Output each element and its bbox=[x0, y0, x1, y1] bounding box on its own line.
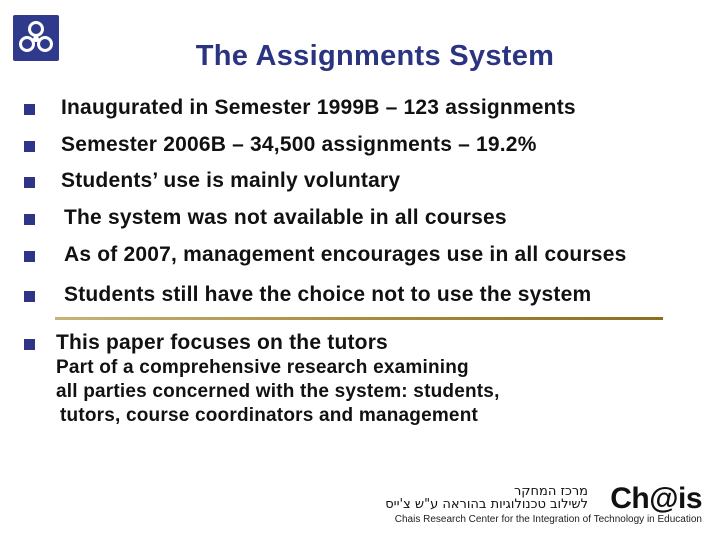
footer-brand: Ch@is bbox=[610, 482, 702, 515]
bullet-square-icon bbox=[24, 291, 35, 302]
focus-line: all parties concerned with the system: students, bbox=[56, 381, 500, 402]
focus-line: tutors, course coordinators and management bbox=[60, 405, 479, 426]
bullet-text: Students’ use is mainly voluntary bbox=[61, 169, 401, 192]
footer-hebrew-line1: מרכז המחקר bbox=[513, 484, 588, 499]
bullet-text: As of 2007, management encourages use in all courses bbox=[64, 243, 627, 266]
footer-hebrew-line2: לשילוב טכנולוגיות בהוראה ע"ש צ'ייס bbox=[385, 497, 588, 512]
bullet-text: Inaugurated in Semester 1999B – 123 assignments bbox=[61, 96, 576, 119]
bullet-text: Students still have the choice not to use the system bbox=[64, 283, 592, 306]
footer-english: Chais Research Center for the Integration of Technology in Education bbox=[394, 514, 702, 525]
bullet-text: The system was not available in all courses bbox=[64, 206, 507, 229]
focus-heading: This paper focuses on the tutors bbox=[56, 331, 388, 354]
page-title: The Assignments System bbox=[195, 40, 555, 72]
bullet-square-icon bbox=[24, 177, 35, 188]
bullet-square-icon bbox=[24, 339, 35, 350]
bullet-text: Semester 2006B – 34,500 assignments – 19.2% bbox=[61, 133, 537, 156]
footer-logo bbox=[385, 482, 706, 528]
bullet-square-icon bbox=[24, 214, 35, 225]
bullet-square-icon bbox=[24, 104, 35, 115]
bullet-square-icon bbox=[24, 141, 35, 152]
focus-line: Part of a comprehensive research examining bbox=[56, 357, 469, 378]
divider bbox=[55, 317, 663, 320]
bullet-square-icon bbox=[24, 251, 35, 262]
